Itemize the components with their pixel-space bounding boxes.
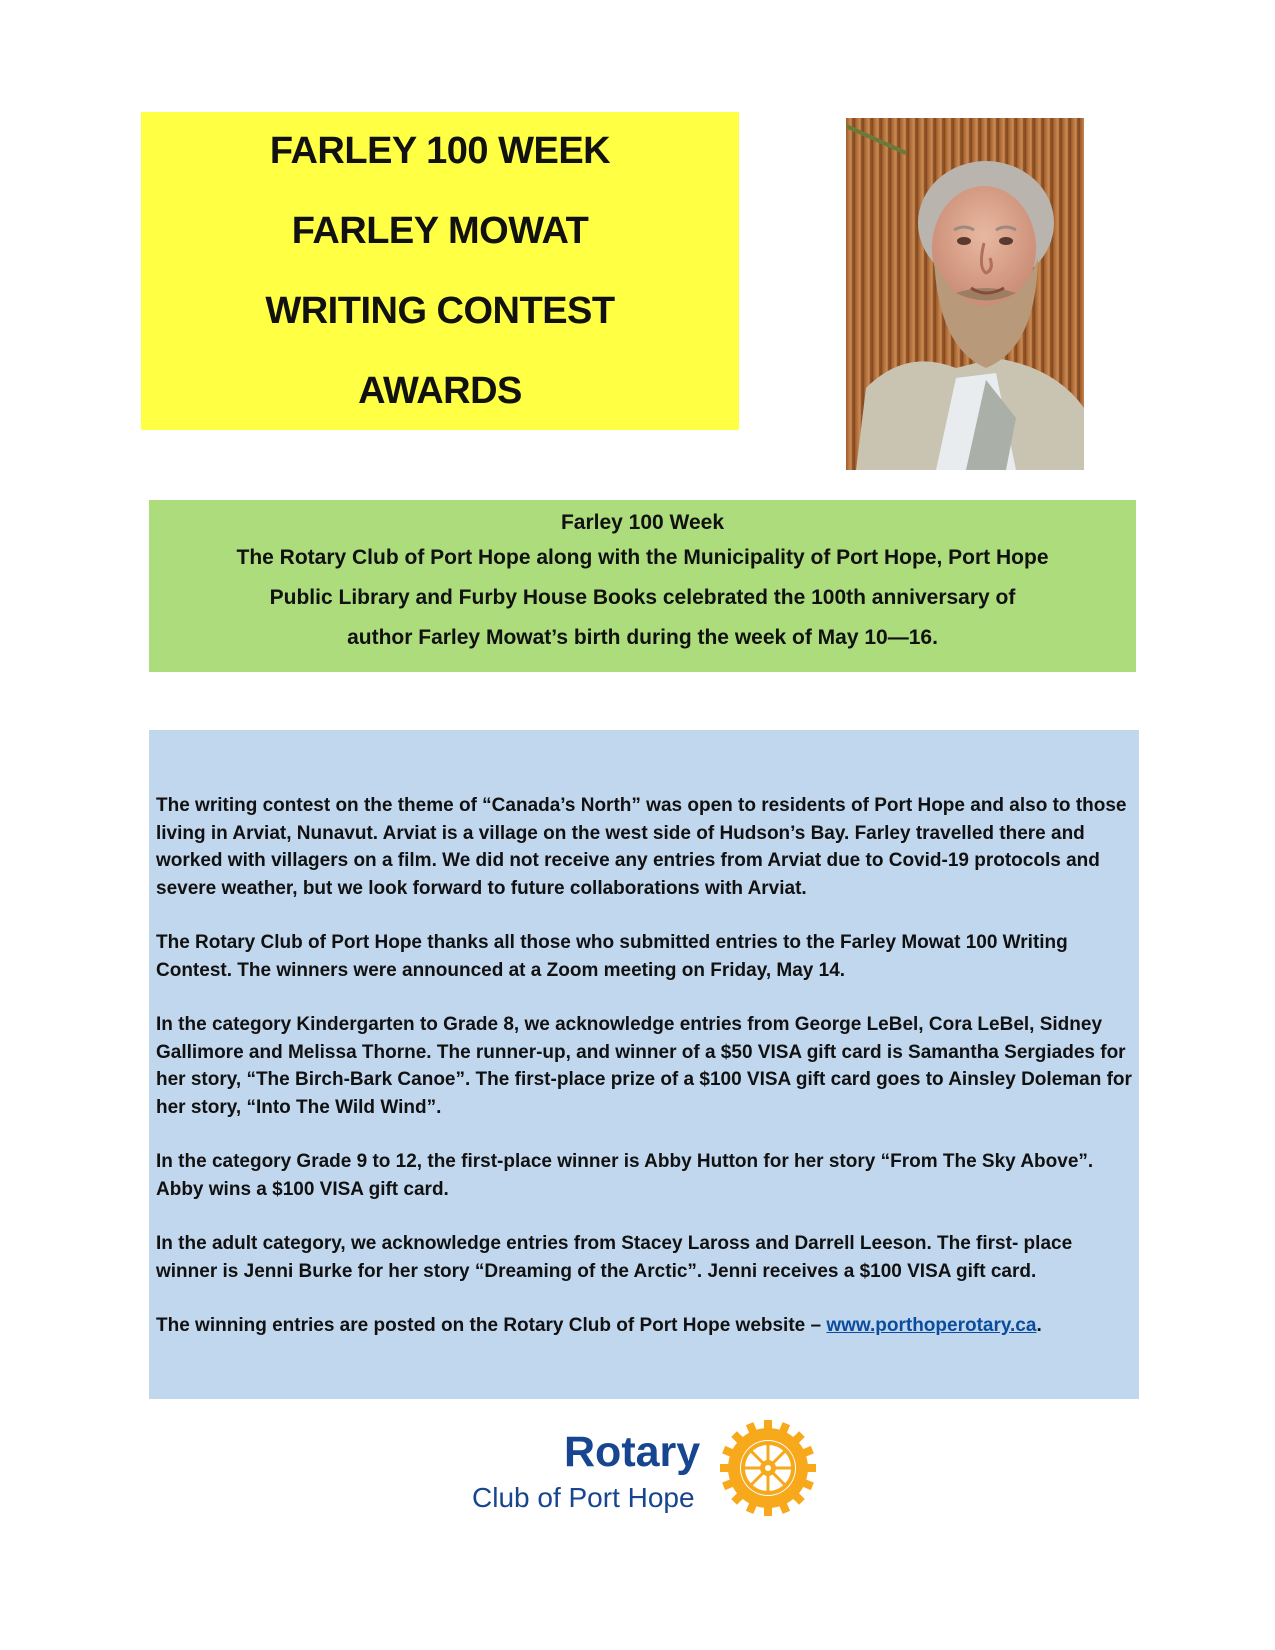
title-block	[141, 112, 739, 430]
paragraph-thanks: The Rotary Club of Port Hope thanks all those who submitted entries to the Farley Mowat 100 Writing Contest. The winners were announced at a Zoom meeting on Friday, May 14.	[156, 932, 1068, 981]
title-line-2: FARLEY MOWAT	[291, 210, 589, 252]
paragraph-adult: In the adult category, we acknowledge entries from Stacey Laross and Darrell Leeson. The first- place winner is Jenni Burke for her story “Dreaming of the Arctic”. Jenni receives a $100 VISA gift card.	[156, 1233, 1073, 1282]
intro-line-3: author Farley Mowat’s birth during the week of May 10—16.	[347, 626, 938, 649]
paragraph-arviat: The writing contest on the theme of “Canada’s North” was open to residents of Port Hope and also to those living in Arviat, Nunavut. Arviat is a village on the west side of Hudson’s Bay. Farley travelled there and worked with villagers on a film. We did not receive any entries from Arviat due to Covid-19 protocols and severe weather, but we look forward to future collaborations with Arviat.	[156, 795, 1127, 899]
title-line-4: AWARDS	[358, 370, 522, 412]
rotary-wheel-icon	[720, 1420, 816, 1516]
portrait-photo	[846, 118, 1084, 470]
paragraph-closing	[156, 1312, 1133, 1340]
intro-title: Farley 100 Week	[560, 511, 725, 534]
intro-line-2: Public Library and Furby House Books celebrated the 100th anniversary of	[269, 586, 1016, 609]
logo-wordmark: Rotary	[564, 1428, 701, 1476]
closing-text: The winning entries are posted on the Rotary Club of Port Hope website –	[156, 1315, 827, 1336]
rotary-logo	[468, 1420, 828, 1530]
closing-period: .	[1036, 1315, 1042, 1336]
title-line-3: WRITING CONTEST	[265, 290, 615, 332]
intro-box	[149, 500, 1136, 672]
announcement-body	[149, 730, 1139, 1399]
intro-line-1: The Rotary Club of Port Hope along with the Municipality of Port Hope, Port Hope	[236, 546, 1049, 569]
logo-subtitle: Club of Port Hope	[472, 1482, 695, 1513]
website-link[interactable]: www.porthoperotary.ca	[826, 1315, 1037, 1336]
paragraph-k-to-8: In the category Kindergarten to Grade 8, we acknowledge entries from George LeBel, Cora LeBel, Sidney Gallimore and Melissa Thorne. The runner-up, and winner of a $50 VISA gift card is Samantha Sergiades for her story, “The Birch-Bark Canoe”. The first-place prize of a $100 VISA gift card goes to Ainsley Doleman for her story, “Into The Wild Wind”.	[156, 1014, 1132, 1118]
title-line-1: FARLEY 100 WEEK	[269, 130, 611, 172]
portrait-illustration	[846, 118, 1084, 470]
paragraph-grade-9-12: In the category Grade 9 to 12, the first-place winner is Abby Hutton for her story “From The Sky Above”. Abby wins a $100 VISA gift card.	[156, 1151, 1094, 1200]
